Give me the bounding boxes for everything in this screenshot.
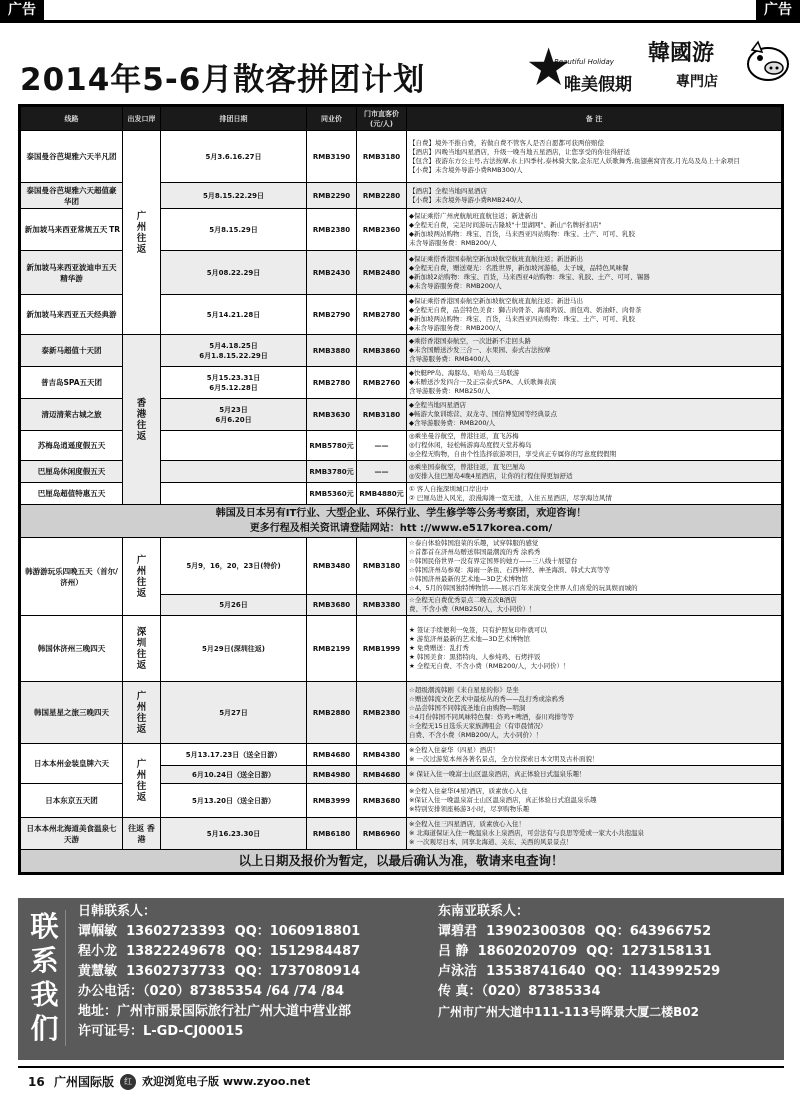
dates-cell — [161, 784, 307, 818]
text: 系 — [30, 944, 59, 977]
date-line: 5月23日 — [219, 405, 248, 414]
table-row — [21, 818, 782, 850]
departure-port: 往返 香港 — [123, 818, 161, 850]
note-line: ☆超级潮流韩剧《来自星星的你》是坐 — [409, 685, 519, 694]
footer-note: 以上日期及报价为暂定，以最后确认为准，敬请来电查询！ — [21, 850, 782, 873]
note-line: ☆赠送韩流文化艺术中最炫丛的秀——乱打秀或涂鸦秀 — [409, 694, 565, 703]
notes-cell — [407, 461, 782, 483]
date-line: 5月13.17.23日（送全日游） — [185, 750, 282, 759]
korea-logo-title: 韓國游 — [648, 41, 715, 66]
note-line: 【小费】未含境外导游小费RMB300/人 — [409, 165, 523, 174]
trade-price: RMB3680 — [307, 595, 357, 616]
trade-price: RMB2790 — [307, 295, 357, 335]
route-text: 新加坡马来西亚五天经典游 — [26, 310, 117, 319]
dates-cell — [161, 682, 307, 744]
notes-cell — [407, 818, 782, 850]
departure-char: 返 — [136, 659, 147, 671]
retail-price: RMB3680 — [357, 784, 407, 818]
tour-table — [18, 104, 784, 875]
departure-port — [123, 744, 161, 818]
contact-row — [78, 942, 448, 962]
table-header-row — [21, 107, 782, 131]
note-line: ◎乘坐国泰航空，曾港往返，直飞巴厘岛 — [409, 462, 526, 471]
notes-cell — [407, 483, 782, 505]
retail-price: RMB3180 — [357, 131, 407, 183]
departure-char: 往 — [136, 576, 147, 588]
notes-cell — [407, 399, 782, 431]
departure-char: 圳 — [136, 637, 147, 649]
contacts-right-heading: 东南亚联系人： — [438, 904, 530, 919]
departure-char: 返 — [136, 243, 147, 255]
note-line: ◆全程当地四星酒店 — [409, 401, 466, 409]
notes-cell — [407, 131, 782, 183]
trade-price: RMB4680 — [307, 744, 357, 766]
banner-line-2[interactable]: 更多行程及相关资讯请登陆网站：htt ://www.e517korea.com/ — [249, 523, 553, 534]
dates-cell — [161, 251, 307, 295]
note-line: ☆4、5月的韩国独特博物馆——展示百年来演变全世界人们喜爱的玩具娱而城的 — [409, 584, 638, 592]
note-line: ※全程入住三四星酒店，质素放心入住！ — [409, 820, 525, 828]
note-line: ◎安排入住巴厘岛4晚4星酒店，让你的行程住得更加舒适 — [409, 471, 573, 480]
korea-japan-tours — [21, 538, 782, 850]
notes-cell — [407, 431, 782, 461]
departure-char: 往 — [136, 232, 147, 244]
korea-logo-sub: 專門店 — [676, 74, 718, 90]
note-line: 【包含】夜游东方公主号,古法按摩,水上四季村,泰林骑大象,金东尼人妖歌舞秀,鱼翅燕窝宵夜,月光岛及岛上十余项目 — [409, 156, 740, 165]
departure-char: 返 — [136, 587, 147, 599]
route-text: 泰国曼谷芭堤雅六天超值豪华团 — [26, 185, 117, 206]
departure-char: 州 — [136, 565, 147, 577]
date-line: 5月13.20日（送全日游） — [191, 796, 275, 805]
departure-char: 州 — [136, 701, 147, 713]
footer-note-row — [21, 850, 782, 873]
date-line: 6月6.20日 — [215, 415, 252, 424]
notes-cell — [407, 595, 782, 616]
notes-cell — [407, 682, 782, 744]
fax: 传 真：（020）87385334 — [438, 984, 601, 999]
note-line: 【酒店】全程当地四星酒店 — [409, 186, 487, 195]
website-link[interactable]: 欢迎浏览电子版 www.zyoo.net — [142, 1075, 311, 1088]
note-line: 【小费】未含境外导游小费RMB240/人 — [409, 195, 523, 204]
text: 黄慧敏 — [78, 964, 118, 979]
departure-char: 返 — [136, 791, 147, 803]
promo-banner — [21, 505, 782, 538]
date-line: 5月27日 — [219, 708, 248, 717]
dates-cell — [161, 538, 307, 595]
note-line: ◆新加坡2站购物：珠宝、百货，马来西亚4站购物：珠宝、乳胶、土产、可可、锡器 — [409, 272, 650, 281]
trade-price: RMB3999 — [307, 784, 357, 818]
note-line: ◆新加坡两站购物：珠宝、百货，马来西亚四站购物：珠宝、土产、可可、乳胶 — [409, 314, 635, 323]
text[interactable]: 13902300308 — [486, 924, 586, 939]
notes-cell — [407, 367, 782, 399]
dates-cell — [161, 295, 307, 335]
col-header: 同业价 — [307, 107, 357, 131]
note-line: ☆泰自体验韩国泡菜的乐趣，试穿韩服的感觉 — [409, 539, 539, 547]
note-line: ◆保证乘搭香港国泰航空新加坡航空航班直航往返；新进马出 — [409, 296, 583, 305]
table-row — [21, 538, 782, 595]
notes-cell — [407, 295, 782, 335]
trade-price: RMB3190 — [307, 131, 357, 183]
retail-price: RMB3380 — [357, 595, 407, 616]
note-line: ★ 免费赠送：乱打秀 — [409, 644, 469, 652]
col-header: 线路 — [21, 107, 123, 131]
trade-price: RMB2780 — [307, 367, 357, 399]
text: QQ：1143992529 — [594, 964, 721, 979]
text[interactable]: 13538741640 — [486, 964, 586, 979]
retail-price: RMB1999 — [357, 616, 407, 682]
route-name — [21, 251, 123, 295]
note-line: ◎全程无购物，自由个性选择旅游项目，享受真正专属你的写意度假假期 — [409, 450, 617, 458]
banner-row — [21, 505, 782, 538]
note-line: ☆韩国济州最新的艺术地—3D艺术博物馆 — [409, 575, 528, 583]
retail-price: RMB6960 — [357, 818, 407, 850]
trade-price: RMB3880 — [307, 335, 357, 367]
note-line: ☆韩国济州岛参观：海雨一条鱼、石西神经、神圣海滨、韩式大宾等等 — [409, 566, 610, 574]
page-number: 16 — [28, 1075, 45, 1089]
route-text: 新加坡马来西亚波迪申五天精华游 — [26, 262, 117, 283]
route-name — [21, 461, 123, 483]
departure-char: 往 — [136, 419, 147, 431]
departure-port — [123, 616, 161, 682]
departure-char: 香 — [136, 397, 147, 409]
note-line: ① 客人自拖深圳城口岸出中 — [409, 484, 489, 493]
trade-price: RMB3480 — [307, 538, 357, 595]
contact-row — [78, 962, 448, 982]
trade-price: RMB2380 — [307, 209, 357, 251]
note-line: 未含导游服务费：RMB200/人 — [409, 238, 497, 247]
text[interactable]: 13822249678 — [126, 944, 226, 959]
departure-char: 港 — [136, 408, 147, 420]
contact-panel — [18, 898, 784, 1060]
text: 卢泳洁 — [438, 964, 478, 979]
note-line: ◎行程休闲，轻松畅游海岛度假天堂苏梅岛 — [409, 441, 532, 449]
text: 吕 静 — [438, 944, 469, 959]
departure-char: 往 — [136, 780, 147, 792]
table-row — [21, 744, 782, 766]
text: QQ：1512984487 — [234, 944, 361, 959]
date-line: 6月1.8.15.22.29日 — [199, 351, 268, 360]
note-line: 含导游服务费：RMB250/人 — [409, 387, 491, 395]
route-name — [21, 131, 123, 183]
header — [20, 32, 788, 102]
route-name: 韩国休济州三晚四天 — [21, 616, 123, 682]
contact-row — [78, 922, 448, 942]
dates-cell — [161, 399, 307, 431]
route-name — [21, 335, 123, 367]
dates-cell — [161, 595, 307, 616]
note-line: ◆保证乘搭广州虎航航班直航往返；新进新出 — [409, 211, 538, 220]
retail-price: RMB2760 — [357, 367, 407, 399]
trade-price: RMB3780元 — [307, 461, 357, 483]
trade-price: RMB2290 — [307, 183, 357, 209]
contact-row — [438, 962, 778, 982]
note-line: ☆首都首在济州岛赠送韩国最潮流的秀 涂鸦秀 — [409, 548, 541, 556]
page-footer — [18, 1066, 784, 1096]
korea-logo — [648, 36, 746, 91]
route-text: 苏梅岛逍遥度假五天 — [37, 441, 106, 450]
date-line: 5月14.21.28日 — [206, 310, 261, 319]
notes-cell — [407, 744, 782, 766]
departure-char: 广 — [136, 758, 147, 770]
trade-price: RMB4980 — [307, 766, 357, 784]
text[interactable]: 13602723393 — [126, 924, 226, 939]
sea-tours — [21, 131, 782, 505]
notes-cell — [407, 335, 782, 367]
note-line: ☆韩国民俗世界一没有界定国界的她方——三八线十展望台 — [409, 557, 578, 565]
route-name — [21, 431, 123, 461]
trade-price: RMB6180 — [307, 818, 357, 850]
trade-price: RMB2199 — [307, 616, 357, 682]
trade-price: RMB3630 — [307, 399, 357, 431]
date-line: 5月29日(深圳往返) — [201, 644, 265, 653]
note-line: ◆未含导游服务费：RMB200/人 — [409, 281, 502, 290]
note-line: 【自费】境外不推自费，若做自费不管客人是否自愿都可获两倍赔偿 — [409, 138, 604, 147]
publication-circle-icon: 红 — [120, 1074, 136, 1090]
date-line: 5月16.23.30日 — [206, 829, 261, 838]
date-line: 6月5.12.28日 — [209, 383, 258, 392]
page-title: 2014年5-6月散客拼团计划 — [20, 62, 426, 98]
mascot-icon — [744, 40, 792, 84]
note-line: ★ 游览济州最新的艺术地—3D艺术博物馆 — [409, 635, 531, 643]
note-line: ※ 一次观尽日本，同享北海道、关东、关西的风景景点！ — [409, 838, 573, 846]
contacts-left-heading: 日韩联系人： — [78, 904, 157, 919]
address-right: 广州市广州大道中111-113号晖景大厦二楼B02 — [438, 1005, 699, 1019]
contact-row — [438, 922, 778, 942]
text: QQ：1737080914 — [234, 964, 361, 979]
note-line: ◆畅游大象训练营、双龙寺、国信博览园等经典景点 — [409, 410, 557, 418]
dates-cell — [161, 431, 307, 461]
dates-cell — [161, 209, 307, 251]
retail-price: RMB2380 — [357, 682, 407, 744]
note-line: ◆全程无自费，完足时间游玩吉隆坡"十里湖网"、新山"名牌折扣店" — [409, 220, 602, 229]
note-line: ★ 全程无自费、不含小费（RMB200/人，大小同价）！ — [409, 662, 570, 670]
contacts-right — [438, 902, 778, 1022]
dates-cell — [161, 483, 307, 505]
route-text: 巴厘岛超值特惠五天 — [37, 489, 106, 498]
note-line: 含导游服务费：RMB400/人 — [409, 355, 491, 363]
note-line: ★ 韩国美食：黑猪特肉、人参炖鸡、石烤拌饭 — [409, 653, 541, 661]
dates-cell — [161, 131, 307, 183]
departure-char: 州 — [136, 769, 147, 781]
note-line: ※ 一次过游览本州各著名景点，全方位探索日本文明及古朴面貌！ — [409, 754, 599, 763]
notes-cell — [407, 538, 782, 595]
date-line: 5月4.18.25日 — [209, 341, 258, 350]
table-row — [21, 131, 782, 183]
col-header: 门市直客价(元/人) — [357, 107, 407, 131]
license: 许可证号：L-GD-CJ00015 — [78, 1024, 244, 1039]
retail-price: RMB2780 — [357, 295, 407, 335]
date-line: 5月08.22.29日 — [206, 268, 261, 277]
col-header: 备 注 — [407, 107, 782, 131]
note-line: ※特别安排领座畅游3小时，尽享购物乐趣 — [409, 805, 530, 813]
departure-char: 深 — [136, 626, 147, 638]
ad-label-left: 广告 — [0, 0, 44, 20]
retail-price: RMB2360 — [357, 209, 407, 251]
text: QQ：643966752 — [594, 924, 712, 939]
address-left: 地址：广州市丽景国际旅行社广州大道中营业部 — [78, 1004, 352, 1019]
retail-price: RMB3180 — [357, 538, 407, 595]
publication-name: 广州国际版 — [54, 1075, 115, 1089]
note-line: ◆快艇PP岛、海豚岛、哈哈岛三岛联游 — [409, 369, 520, 377]
table-row — [21, 335, 782, 367]
note-line: ※ 保证入住一晚富士山区温泉酒店，真正体验日式温泉乐趣！ — [409, 770, 586, 778]
note-line: ◆未含国赠送沙发三合一、水果园、泰式古法按摩 — [409, 346, 551, 354]
retail-price: RMB4680 — [357, 766, 407, 784]
trade-price: RMB5360元 — [307, 483, 357, 505]
text: 联 — [30, 910, 59, 943]
notes-cell — [407, 209, 782, 251]
route-name: 日本东京五天团 — [21, 784, 123, 818]
office-phone: 办公电话：（020）87385354 /64 /74 /84 — [78, 984, 345, 999]
note-line: ◆未含导游服务费：RMB200/人 — [409, 323, 502, 332]
dates-cell — [161, 818, 307, 850]
departure-char: 广 — [136, 210, 147, 222]
ad-label-right: 广告 — [756, 0, 800, 20]
date-line: 5月8.15.29日 — [209, 225, 258, 234]
retail-price: RMB3180 — [357, 399, 407, 431]
departure-char: 返 — [136, 723, 147, 735]
departure-char: 广 — [136, 554, 147, 566]
note-line: ◆全程无自费，赠送观光：名胜世界，新加坡河游船，太子城，品特色风味餐 — [409, 263, 629, 272]
date-line: 5月26日 — [219, 601, 248, 609]
note-line: ◆乘搭香港国泰航空，一次进新不走回头路 — [409, 337, 531, 345]
banner-line-1: 韩国及日本另有IT行业、大型企业、环保行业、学生修学等公务考察团，欢迎咨询！ — [215, 508, 587, 519]
date-line: 5月15.23.31日 — [206, 373, 261, 382]
notes-cell — [407, 616, 782, 682]
route-name: 韩国星星之旅三晚四天 — [21, 682, 123, 744]
note-line: ※全程入住豪华（四星）酒店！ — [409, 745, 499, 754]
notes-cell — [407, 251, 782, 295]
retail-price: RMB2280 — [357, 183, 407, 209]
route-name — [21, 483, 123, 505]
dates-cell — [161, 744, 307, 766]
route-name: 日本本州北海道美食温泉七天游 — [21, 818, 123, 850]
notes-cell — [407, 183, 782, 209]
retail-price: RMB2480 — [357, 251, 407, 295]
contacts-left — [78, 902, 448, 1042]
retail-price: —— — [357, 461, 407, 483]
route-text: 巴厘岛休闲度假五天 — [37, 467, 106, 476]
note-line: ☆4月份韩国不同风味特色餐：炸鸡+啤酒，泰川鸡排等等 — [409, 712, 574, 721]
tr-mark: TR — [109, 225, 120, 234]
note-line: ◆保证乘搭香港国泰航空新加坡航空航班直航往返；新进新出 — [409, 254, 583, 263]
text: 我 — [30, 978, 59, 1011]
date-line: 5月3.6.16.27日 — [205, 152, 262, 161]
trade-price: RMB5780元 — [307, 431, 357, 461]
departure-char: 州 — [136, 221, 147, 233]
dates-cell — [161, 766, 307, 784]
route-text: 清迈清莱古城之旅 — [41, 410, 102, 419]
date-line: 5月8.15.22.29日 — [203, 191, 264, 200]
retail-price: RMB4380 — [357, 744, 407, 766]
departure-char: 返 — [136, 430, 147, 442]
departure-port — [123, 682, 161, 744]
route-text: 新加坡马来西亚常规五天 — [24, 225, 108, 234]
logo-small-text: Beautiful Holiday — [554, 58, 614, 66]
departure-port — [123, 335, 161, 505]
departure-char: 往 — [136, 712, 147, 724]
retail-price: —— — [357, 431, 407, 461]
text: 谭帼敏 — [78, 924, 118, 939]
departure-char: 广 — [136, 690, 147, 702]
text: 程小龙 — [78, 944, 118, 959]
note-line: ★ 签证手续便利一免签，只有护照复印件就可以 — [409, 626, 547, 634]
note-line: ☆全程无15日选乐天家族满咀会（有审晨情况） — [409, 721, 547, 730]
route-name — [21, 367, 123, 399]
route-name — [21, 295, 123, 335]
notes-cell — [407, 784, 782, 818]
note-line: ◆新加坡两站购物：珠宝、百货，马来西亚四站购物：珠宝、土产、可可、乳胶 — [409, 229, 635, 238]
col-header: 排团日期 — [161, 107, 307, 131]
dates-cell — [161, 183, 307, 209]
contact-us-label — [24, 910, 66, 1046]
note-line: ◆未赠送沙发四合一及正宗泰式SPA、人妖歌舞表演 — [409, 378, 557, 386]
table-row — [21, 616, 782, 682]
trade-price: RMB2430 — [307, 251, 357, 295]
note-line: ② 巴厘岛进入风光，浪漫海滩一宽无遗，入住五星酒店，尽享海边风情 — [409, 493, 612, 502]
route-name — [21, 399, 123, 431]
dates-cell — [161, 335, 307, 367]
note-line: 费、不含小费（RMB250/人，大小同价）！ — [409, 605, 536, 613]
departure-port — [123, 131, 161, 335]
note-line: ◎乘坐曼谷航空，曾港往返，直飞苏梅 — [409, 432, 519, 440]
departure-char: 往 — [136, 648, 147, 660]
route-name — [21, 183, 123, 209]
text: QQ：1060918801 — [234, 924, 361, 939]
star-logo-icon: ★ — [528, 40, 570, 94]
note-line: ※ 北海道保证入住一晚温泉水上泉酒店，可尝法有与良思等爱或一家大小共泡温泉 — [409, 829, 645, 837]
dates-cell — [161, 616, 307, 682]
top-rule — [0, 20, 800, 23]
dates-cell — [161, 461, 307, 483]
route-text: 泰新马超值十天团 — [41, 346, 102, 355]
note-line: ◆全程无自费，品尝特色美食：獅吉肉骨茶、海南鸡饭、面包鸡、奶油虾、肉骨茶 — [409, 305, 642, 314]
date-line: 5月9，16，20，23日(特价) — [186, 562, 281, 570]
departure-port — [123, 538, 161, 616]
note-line: ☆品尝韩国不同韩流圣地自由购物—明洞 — [409, 703, 526, 712]
text: 们 — [30, 1012, 59, 1045]
note-line: 【酒店】四晚当地四星酒店，升级一晚当地五星酒店，让您享受的你住得舒适 — [409, 147, 630, 156]
col-header: 出发口岸 — [123, 107, 161, 131]
trade-price: RMB2880 — [307, 682, 357, 744]
retail-price: RMB3860 — [357, 335, 407, 367]
date-line: 6月10.24日（送全日游） — [191, 770, 275, 779]
route-name: 韩游游玩乐四晚五天（首尔/济州） — [21, 538, 123, 616]
contact-row — [438, 942, 778, 962]
route-text: 普吉岛SPA五天团 — [40, 378, 102, 387]
dates-cell — [161, 367, 307, 399]
note-line: ◆含导游服务费：RMB200/人 — [409, 419, 496, 427]
logo-brand-text: 唯美假期 — [564, 75, 632, 95]
note-line: ※保证入住一晚温泉富士山区温泉酒店，真正体验日式泡温泉乐趣 — [409, 796, 597, 804]
route-name — [21, 209, 123, 251]
notes-cell — [407, 766, 782, 784]
table-row — [21, 682, 782, 744]
note-line: ※全程入住豪华(4星)酒店，质素放心入住 — [409, 787, 528, 795]
note-line: 自费、不含小费（RMB200/人，大小同价）！ — [409, 730, 543, 739]
text[interactable]: 18602020709 — [477, 944, 578, 959]
note-line: ☆全程无自费优秀景点二晚五次B酒店 — [409, 596, 517, 604]
retail-price: RMB4880元 — [357, 483, 407, 505]
route-name: 日本本州金装皇牌六天 — [21, 744, 123, 784]
weimei-logo — [528, 40, 648, 100]
text[interactable]: 13602737733 — [126, 964, 226, 979]
text: QQ：1273158131 — [586, 944, 712, 959]
text: 谭碧君 — [438, 924, 478, 939]
route-text: 泰国曼谷芭堤雅六天半凡团 — [26, 152, 117, 161]
